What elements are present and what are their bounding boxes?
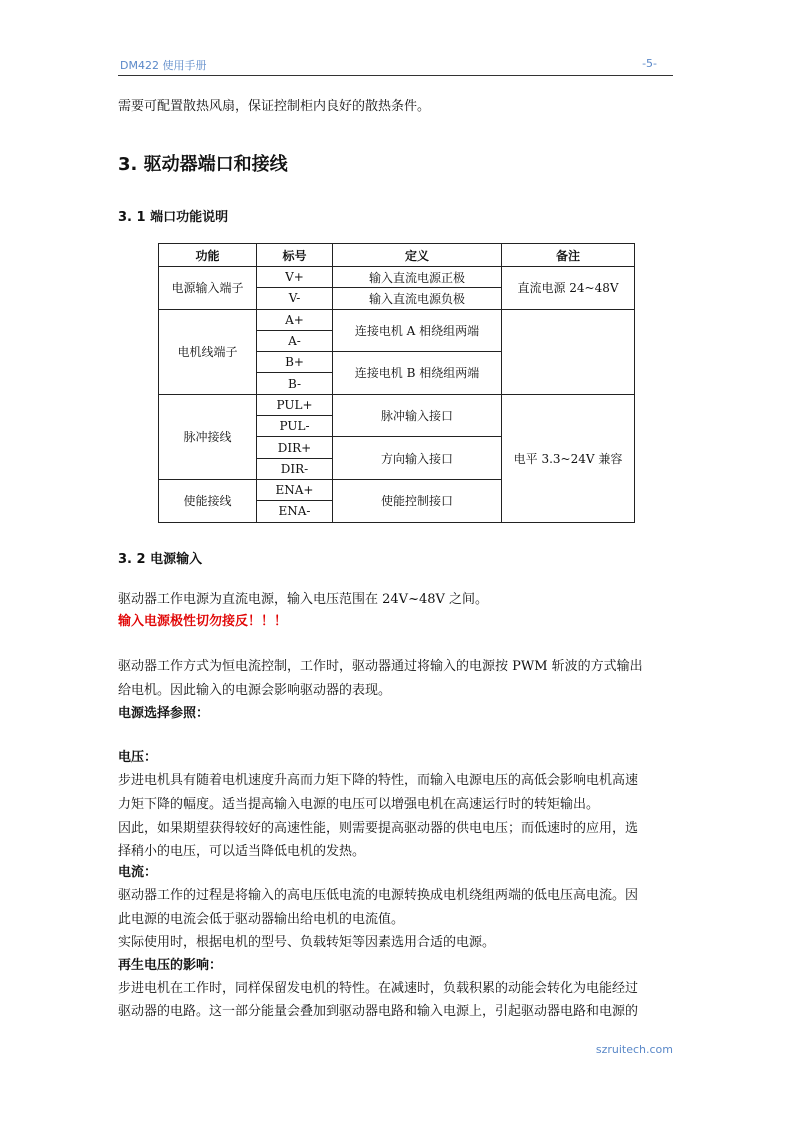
voltage-title: 电压：: [118, 750, 158, 765]
definition-cell: 输入直流电源正极: [333, 267, 502, 288]
polarity-warning: 输入电源极性切勿接反！！！: [118, 614, 288, 629]
paragraph: 此电源的电流会低于驱动器输出给电机的电流值。: [118, 912, 405, 927]
label-cell: PUL+: [257, 394, 333, 415]
power-reference-title: 电源选择参照：: [118, 706, 210, 721]
port-function-table: [158, 243, 635, 523]
definition-cell: 脉冲输入接口: [333, 394, 502, 437]
label-cell: V+: [257, 267, 333, 288]
label-cell: PUL-: [257, 416, 333, 437]
definition-cell: 使能控制接口: [333, 479, 502, 522]
table-header-row: [159, 244, 635, 267]
label-cell: ENA+: [257, 479, 333, 500]
function-cell: 使能接线: [159, 479, 257, 522]
section-3-1-title: 3. 1 端口功能说明: [118, 210, 229, 225]
paragraph: 驱动器的电路。这一部分能量会叠加到驱动器电路和输入电源上，引起驱动器电路和电源的: [118, 1004, 639, 1019]
paragraph: 驱动器工作方式为恒电流控制，工作时，驱动器通过将输入的电源按 PWM 斩波的方式输出: [118, 659, 643, 674]
label-cell: B+: [257, 352, 333, 373]
paragraph: 驱动器工作的过程是将输入的高电压低电流的电源转换成电机绕组两端的低电压高电流。因: [118, 888, 639, 903]
current-title: 电流：: [118, 865, 158, 880]
manual-title: DM422 使用手册: [120, 59, 207, 72]
label-cell: DIR+: [257, 437, 333, 458]
definition-cell: 连接电机 A 相绕组两端: [333, 309, 502, 352]
definition-cell: 方向输入接口: [333, 437, 502, 480]
paragraph: 步进电机在工作时，同样保留发电机的特性。在减速时，负载积累的动能会转化为电能经过: [118, 981, 639, 996]
label-cell: B-: [257, 373, 333, 394]
paragraph: 给电机。因此输入的电源会影响驱动器的表现。: [118, 683, 392, 698]
definition-cell: 输入直流电源负极: [333, 288, 502, 309]
intro-text: 需要可配置散热风扇，保证控制柜内良好的散热条件。: [118, 99, 431, 114]
definition-cell: 连接电机 B 相绕组两端: [333, 352, 502, 395]
section-3-2-title: 3. 2 电源输入: [118, 552, 203, 567]
table-row: [159, 309, 635, 330]
paragraph: 力矩下降的幅度。适当提高输入电源的电压可以增强电机在高速运行时的转矩输出。: [118, 797, 600, 812]
function-cell: 电机线端子: [159, 309, 257, 394]
table-row: [159, 267, 635, 288]
table-row: [159, 394, 635, 415]
note-cell-empty: [502, 309, 635, 394]
footer-website: szruitech.com: [595, 1043, 673, 1056]
header-cell: 标号: [257, 244, 333, 267]
section-3-title: 3. 驱动器端口和接线: [118, 154, 288, 175]
page-header: [118, 57, 673, 76]
label-cell: A-: [257, 330, 333, 351]
label-cell: V-: [257, 288, 333, 309]
label-cell: ENA-: [257, 501, 333, 522]
paragraph: 实际使用时，根据电机的型号、负载转矩等因素选用合适的电源。: [118, 935, 496, 950]
note-cell: 直流电源 24~48V: [502, 267, 635, 310]
function-cell: 脉冲接线: [159, 394, 257, 479]
note-cell: 电平 3.3~24V 兼容: [502, 394, 635, 522]
label-cell: DIR-: [257, 458, 333, 479]
paragraph: 步进电机具有随着电机速度升高而力矩下降的特性，而输入电源电压的高低会影响电机高速: [118, 773, 639, 788]
header-cell: 备注: [502, 244, 635, 267]
label-cell: A+: [257, 309, 333, 330]
header-cell: 定义: [333, 244, 502, 267]
paragraph: 因此，如果期望获得较好的高速性能，则需要提高驱动器的供电电压；而低速时的应用，选: [118, 821, 639, 836]
regen-title: 再生电压的影响：: [118, 958, 223, 973]
paragraph: 择稍小的电压，可以适当降低电机的发热。: [118, 844, 366, 859]
page-number: -5-: [642, 57, 657, 70]
header-cell: 功能: [159, 244, 257, 267]
paragraph: 驱动器工作电源为直流电源，输入电压范围在 24V~48V 之间。: [118, 592, 489, 607]
function-cell: 电源输入端子: [159, 267, 257, 310]
